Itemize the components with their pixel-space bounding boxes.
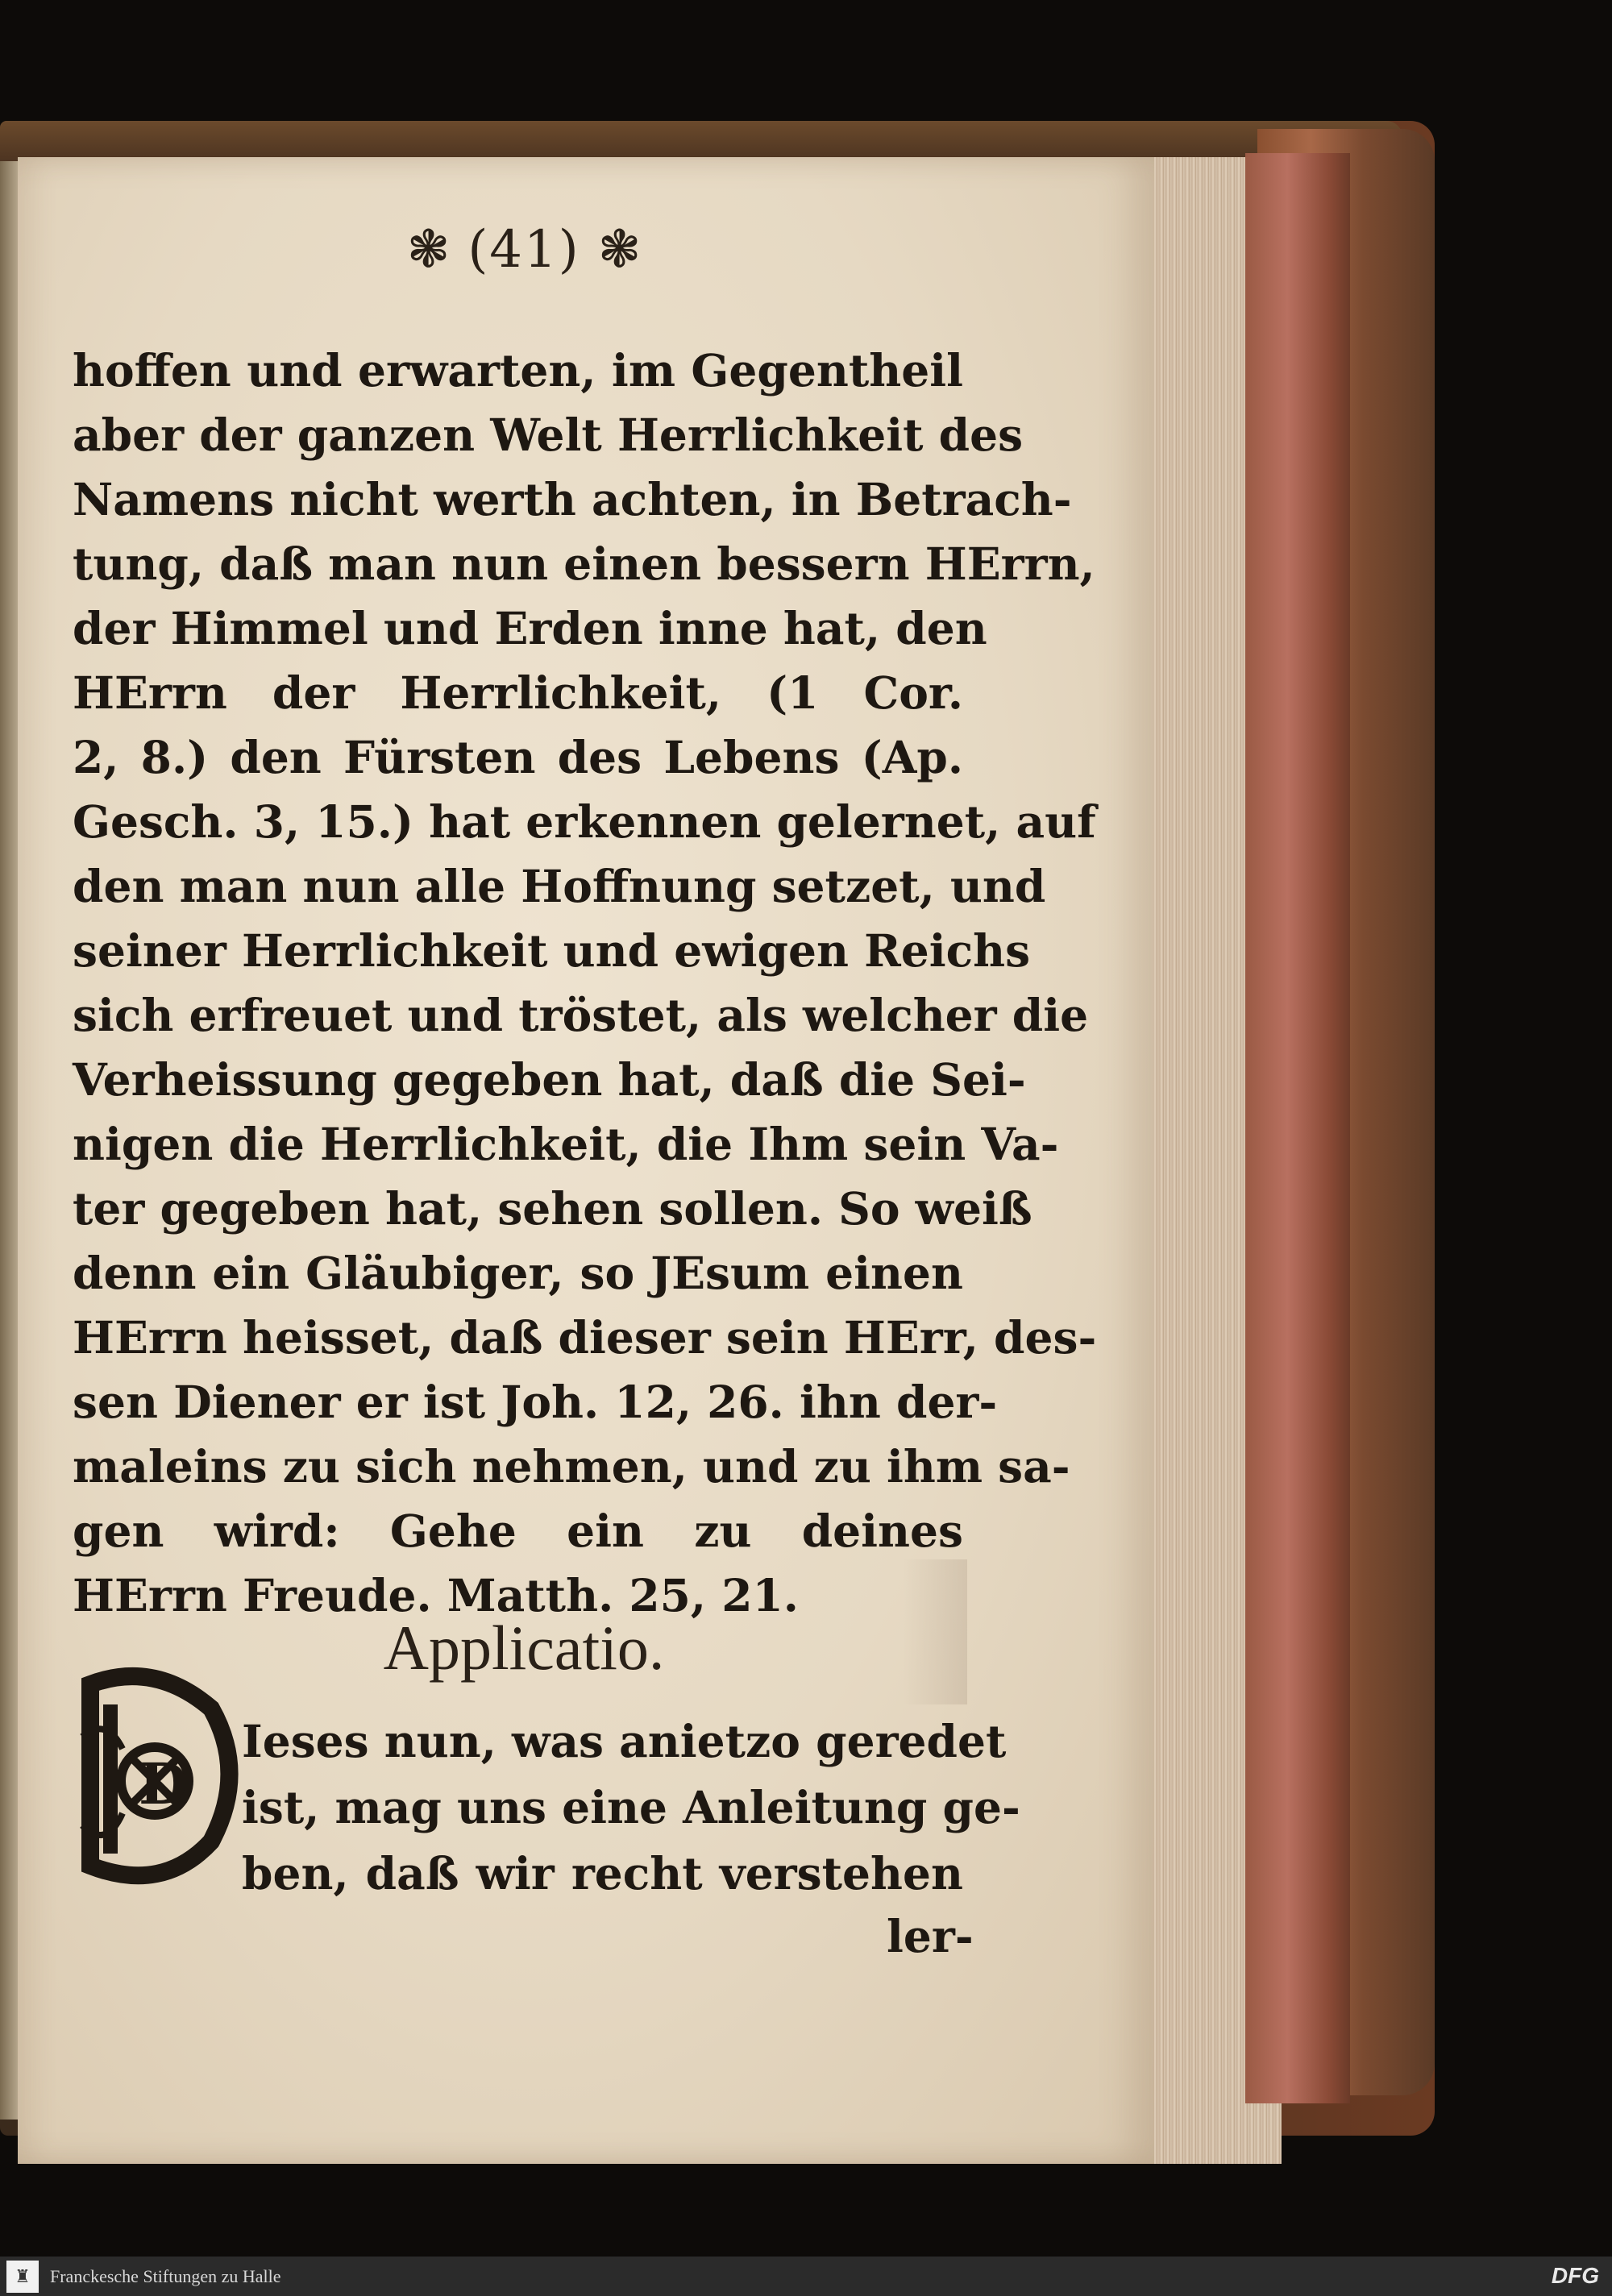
dfg-logo: DFG — [1551, 2263, 1599, 2288]
flower-ornament-icon: ❃ — [406, 220, 451, 280]
footer-bar — [0, 2257, 1612, 2296]
text-line: nigen die Herrlichkeit, die Ihm sein Va- — [73, 1118, 1059, 1170]
text-line: 2, 8.) den Fürsten des Lebens (Ap. — [73, 731, 963, 783]
flower-ornament-icon: ❃ — [597, 220, 642, 280]
text-line: der Himmel und Erden inne hat, den — [73, 602, 987, 654]
text-line: HErrn Freude. Matth. 25, 21. — [73, 1569, 799, 1621]
page-header — [371, 214, 677, 286]
text-line: Ieses nun, was anietzo geredet — [242, 1715, 1007, 1767]
application-text — [242, 1709, 1020, 1907]
text-line: Gesch. 3, 15.) hat erkennen gelernet, auf — [73, 795, 1096, 848]
text-line: gen wird: Gehe ein zu deines — [73, 1505, 963, 1557]
institution-logo-icon: ♜ — [6, 2261, 39, 2293]
text-line: ben, daß wir recht verstehen — [242, 1847, 963, 1899]
decorated-initial — [74, 1660, 243, 1890]
text-line: aber der ganzen Welt Herrlichkeit des — [73, 409, 1024, 461]
text-line: tung, daß man nun einen bessern HErrn, — [73, 538, 1095, 590]
initial-letter: D — [139, 1750, 188, 1817]
bleed-through-shadow — [903, 1559, 967, 1704]
text-line: hoffen und erwarten, im Gegentheil — [73, 344, 963, 397]
catchword: ler- — [887, 1910, 974, 1962]
body-text — [73, 338, 1097, 1628]
text-line: maleins zu sich nehmen, und zu ihm sa- — [73, 1440, 1070, 1493]
red-page-edge — [1245, 153, 1350, 2103]
text-line: HErrn der Herrlichkeit, (1 Cor. — [73, 666, 963, 719]
text-line: ter gegeben hat, sehen sollen. So weiß — [73, 1182, 1032, 1235]
text-line: Namens nicht werth achten, in Betrach- — [73, 473, 1072, 525]
page-number: (41) — [467, 220, 580, 280]
text-line: sich erfreuet und tröstet, als welcher die — [73, 989, 1089, 1041]
text-line: ist, mag uns eine Anleitung ge- — [242, 1781, 1020, 1833]
text-line: Verheissung gegeben hat, daß die Sei- — [73, 1053, 1026, 1106]
text-line: seiner Herrlichkeit und ewigen Reichs — [73, 924, 1031, 977]
text-line: sen Diener er ist Joh. 12, 26. ihn der- — [73, 1376, 998, 1428]
text-line: den man nun alle Hoffnung setzet, und — [73, 860, 1046, 912]
text-line: denn ein Gläubiger, so JEsum einen — [73, 1247, 963, 1299]
text-line: HErrn heisset, daß dieser sein HErr, des- — [73, 1311, 1097, 1364]
section-heading: Applicatio. — [383, 1613, 665, 1683]
institution-name: Franckesche Stiftungen zu Halle — [50, 2265, 281, 2286]
